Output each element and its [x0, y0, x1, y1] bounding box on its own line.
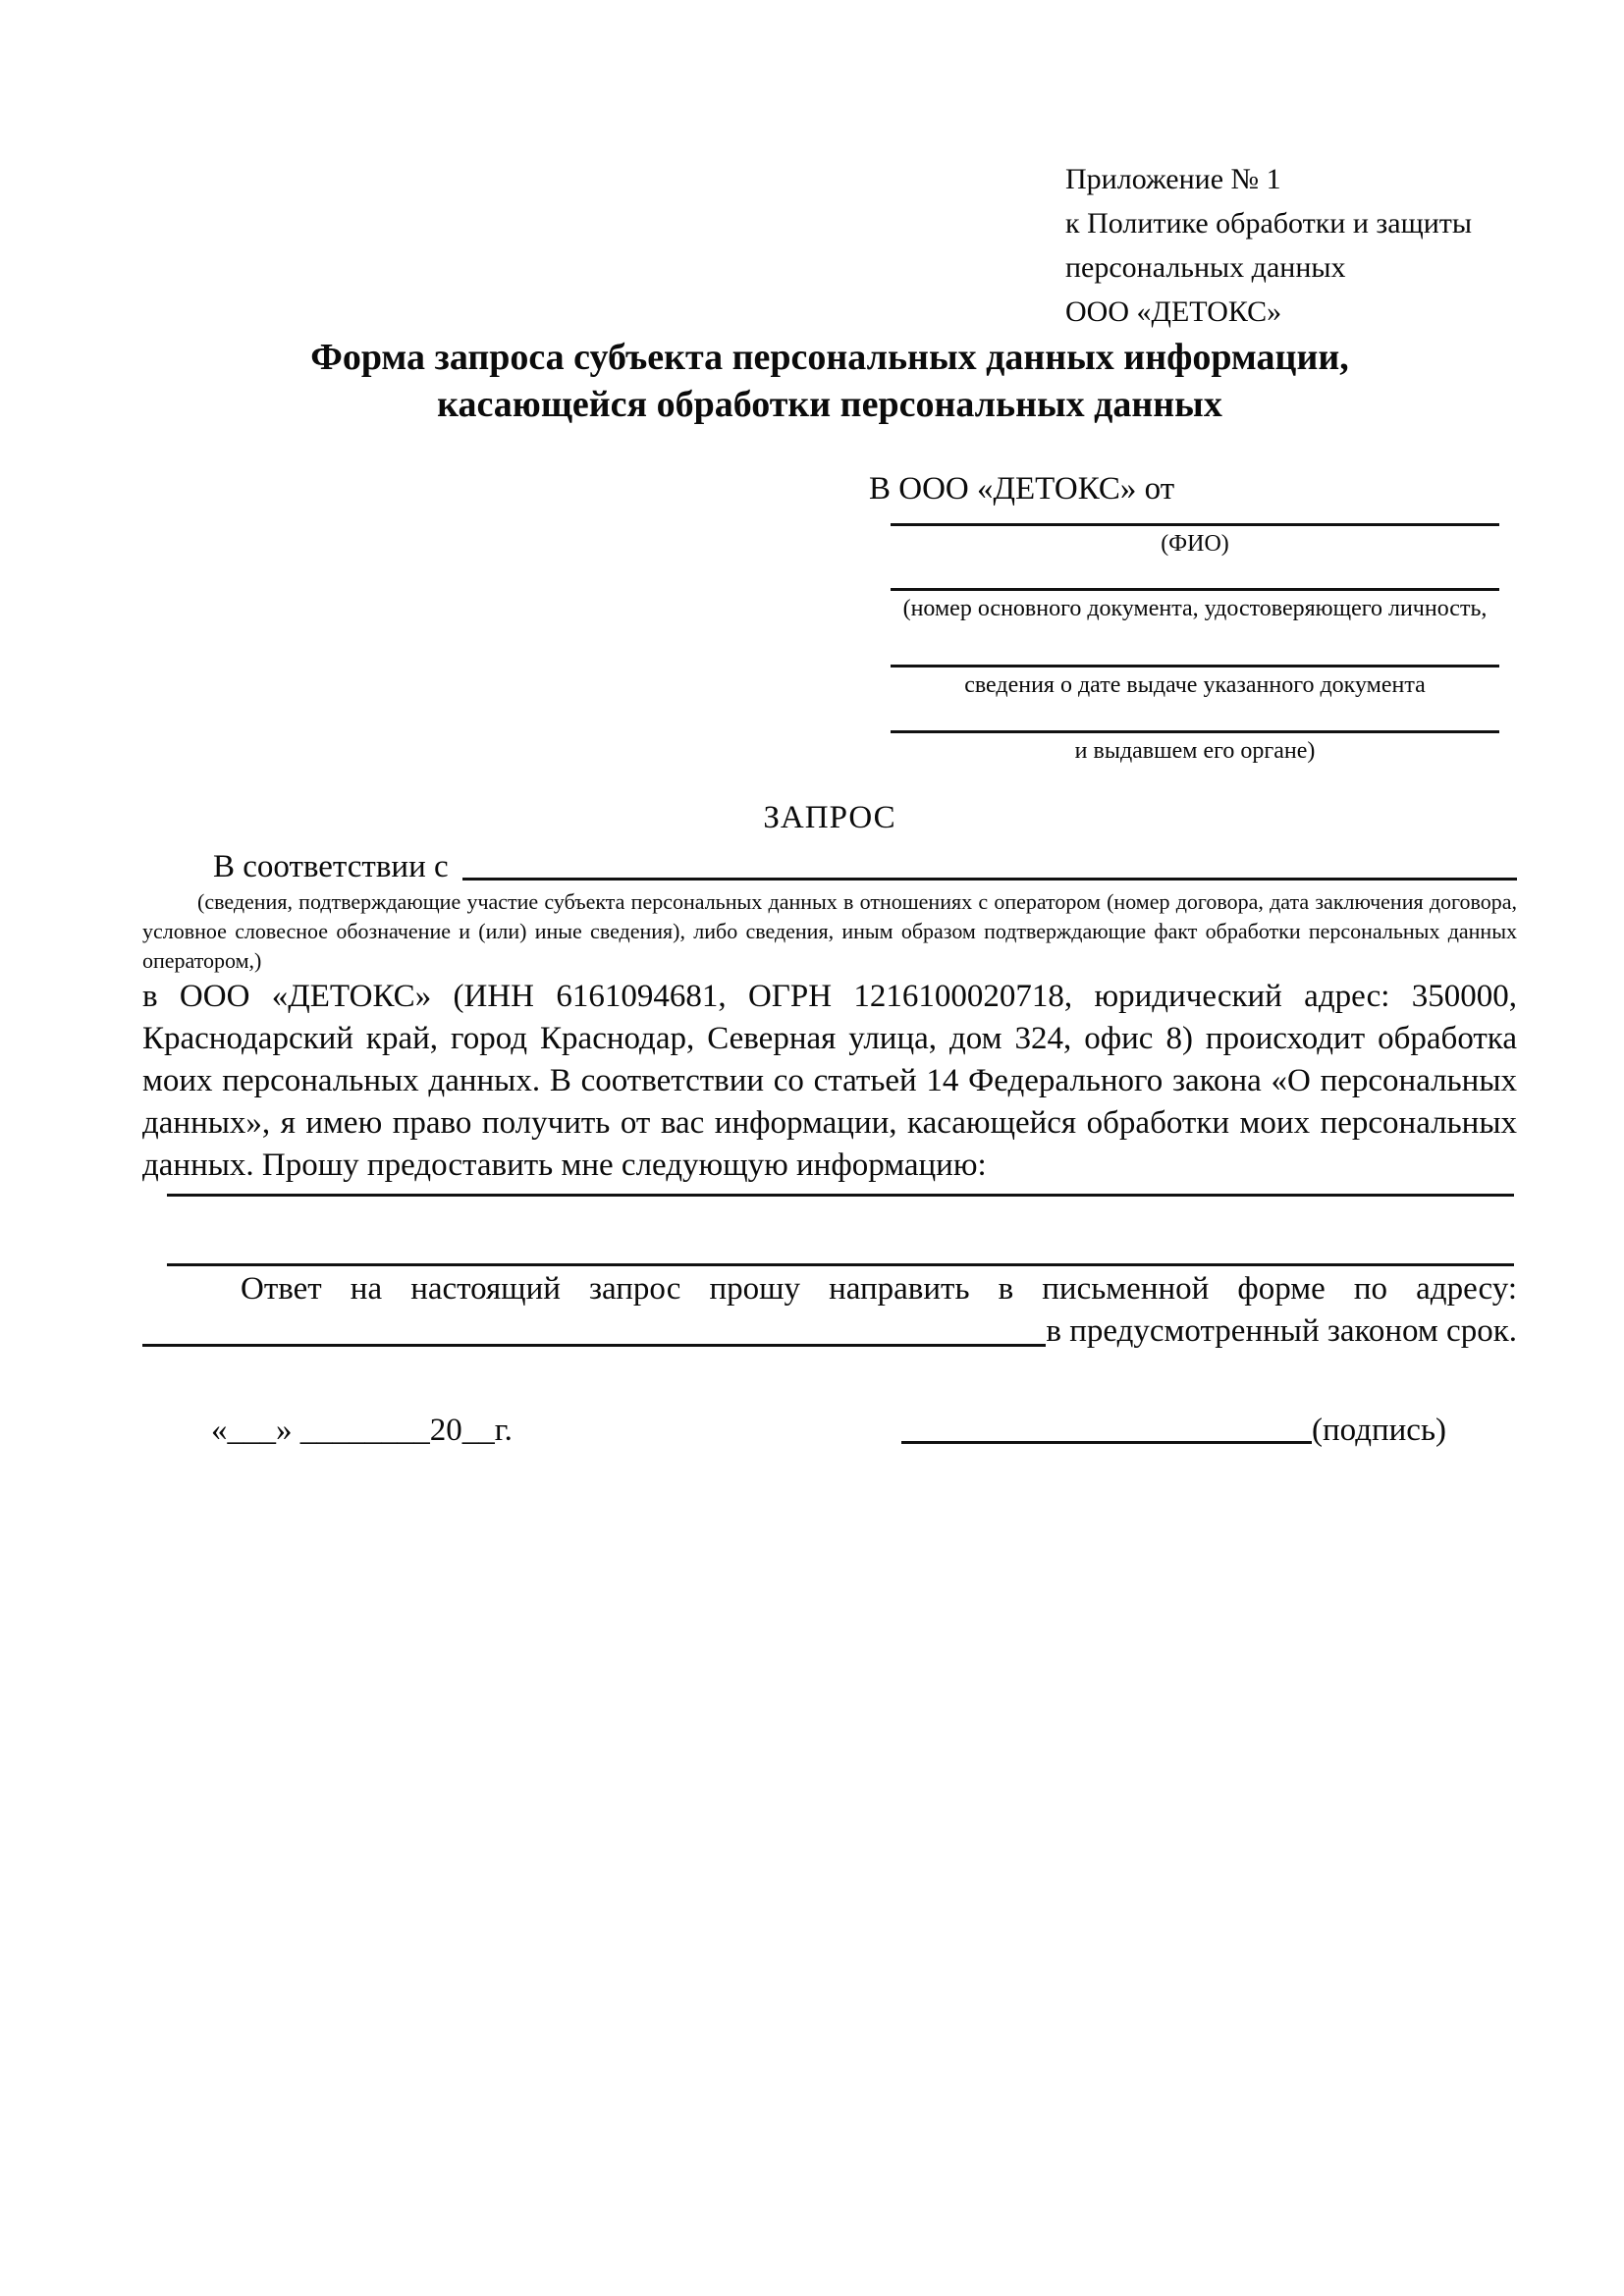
- issue-date-caption: сведения о дате выдаче указанного документа: [964, 672, 1426, 698]
- reply-address-sentence: Ответ на настоящий запрос прошу направить в письменной форме по адресу:: [241, 1271, 1517, 1307]
- issuing-authority-caption: и выдавшем его органе): [1074, 738, 1316, 764]
- form-title-line: Форма запроса субъекта персональных данных информации,: [310, 337, 1349, 378]
- document-number-caption: (номер основного документа, удостоверяющего личность,: [902, 596, 1488, 621]
- appendix-header-line: ООО «ДЕТОКС»: [1065, 295, 1282, 328]
- appendix-header-line: Приложение № 1: [1065, 163, 1281, 195]
- accordance-footnote: (сведения, подтверждающие участие субъекта персональных данных в отношениях с оператором (номер договора, дата заключения договора, условное словесное обозначение и (или) иные сведения), либо сведения, иным образом подтверждающие факт обработки персональных данных оператором,): [142, 889, 1517, 973]
- form-title: [142, 334, 1517, 428]
- requested-info-fill-line-1: [167, 1194, 1514, 1197]
- appendix-header: [1065, 157, 1472, 334]
- reply-address-fill-line: [142, 1344, 1046, 1347]
- accordance-row: [142, 846, 1517, 887]
- date-signature-row: [142, 1410, 1517, 1451]
- accordance-fill-line: [462, 846, 1517, 881]
- signature-block: [901, 1410, 1446, 1451]
- issue-date-fill-line: [891, 665, 1499, 667]
- request-heading: ЗАПРОС: [763, 800, 896, 835]
- form-title-line: касающейся обработки персональных данных: [437, 384, 1222, 425]
- addressee-block: [869, 469, 1505, 767]
- reply-address-row: [142, 1310, 1517, 1353]
- signature-caption: (подпись): [1312, 1413, 1446, 1448]
- fio-fill-line: [891, 523, 1499, 526]
- addressee-line: В ООО «ДЕТОКС» от: [869, 471, 1175, 507]
- appendix-header-line: персональных данных: [1065, 251, 1346, 284]
- request-body-paragraph: в ООО «ДЕТОКС» (ИНН 6161094681, ОГРН 1216100020718, юридический адрес: 350000, Краснодарский край, город Краснодар, Северная улица, дом 324, офис 8) происходит обработка моих персональных данных. В соответствии со статьей 14 Федерального закона «О персональных данных», я имею право получить от вас информации, касающейся обработки моих персональных данных. Прошу предоставить мне следующую информацию:: [142, 979, 1517, 1183]
- date-field: «___» ________20__г.: [211, 1413, 513, 1448]
- accordance-prefix: В соответствии с: [213, 849, 449, 884]
- issuing-authority-fill-line: [891, 730, 1499, 733]
- fio-caption: (ФИО): [1161, 531, 1229, 557]
- document-number-fill-line: [891, 588, 1499, 591]
- signature-fill-line: [901, 1441, 1312, 1444]
- reply-address-tail: в предусмотренный законом срок.: [1046, 1313, 1517, 1349]
- appendix-header-line: к Политике обработки и защиты: [1065, 207, 1473, 240]
- requested-info-fill-line-2: [167, 1263, 1514, 1266]
